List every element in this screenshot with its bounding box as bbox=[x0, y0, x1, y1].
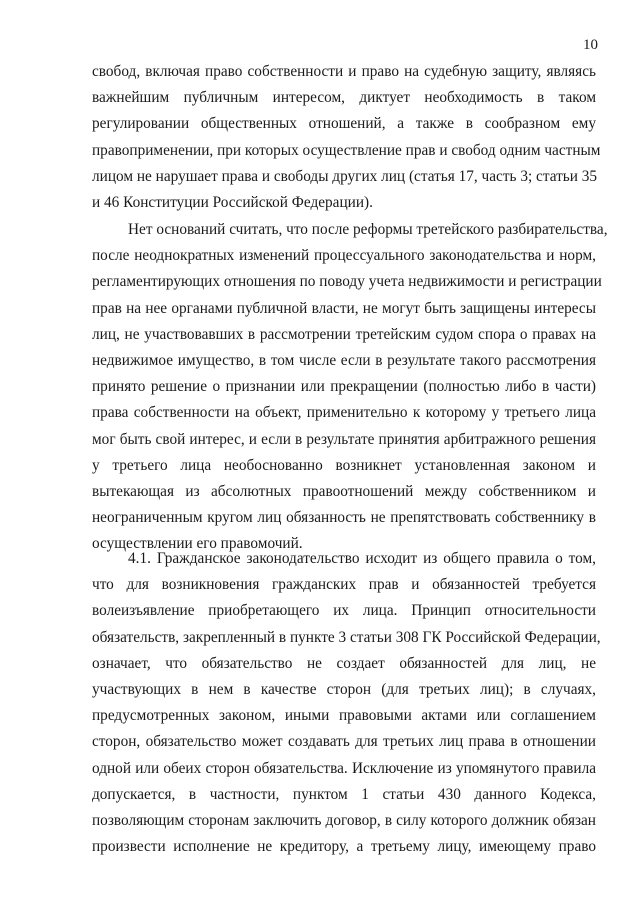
text-line: позволяющим сторонам заключить договор, в силу которого должник обязан bbox=[92, 811, 596, 829]
text-line: принято решение о признании или прекращении (полностью либо в части) bbox=[92, 378, 596, 396]
text-line: регулировании общественных отношений, а также в сообразном ему bbox=[92, 115, 596, 133]
text-line: недвижимое имущество, в том числе если в результате такого рассмотрения bbox=[92, 351, 596, 369]
text-line: и 46 Конституции Российской Федерации). bbox=[92, 193, 373, 211]
text-line: после неоднократных изменений процессуального законодательства и норм, bbox=[92, 247, 596, 265]
text-line: 4.1. Гражданское законодательство исходит из общего правила о том, bbox=[128, 550, 596, 567]
text-line: одной или обеих сторон обязательства. Исключение из упомянутого правила bbox=[92, 759, 596, 777]
text-line: означает, что обязательство не создает обязанностей для лиц, не bbox=[92, 654, 596, 672]
text-line: допускается, в частности, пунктом 1 статьи 430 данного Кодекса, bbox=[92, 785, 596, 803]
text-line: лиц, не участвовавших в рассмотрении третейским судом спора о правах на bbox=[92, 325, 596, 343]
text-line: регламентирующих отношения по поводу учета недвижимости и регистрации bbox=[92, 273, 602, 291]
text-line: что для возникновения гражданских прав и обязанностей требуется bbox=[92, 576, 596, 594]
text-line: важнейшим публичным интересом, диктует необходимость в таком bbox=[92, 89, 596, 107]
text-line: у третьего лица необоснованно возникнет установленная законом и bbox=[92, 456, 596, 474]
paragraph-1 bbox=[92, 59, 601, 216]
text-line: волеизъявление приобретающего их лица. Принцип относительности bbox=[92, 602, 596, 620]
text-line: обязательств, закрепленный в пункте 3 статьи 308 ГК Российской Федерации, bbox=[92, 628, 601, 646]
text-line: вытекающая из абсолютных правоотношений между собственником и bbox=[92, 482, 596, 500]
text-line: мог быть свой интерес, и если в результате принятия арбитражного решения bbox=[92, 430, 596, 448]
text-line: произвести исполнение не кредитору, а третьему лицу, имеющему право bbox=[92, 838, 596, 856]
text-line: правоприменении, при которых осуществление прав и свобод одним частным bbox=[92, 141, 601, 159]
text-line: прав на нее органами публичной власти, не могут быть защищены интересы bbox=[92, 299, 596, 317]
text-line: права собственности на объект, применительно к которому у третьего лица bbox=[92, 404, 596, 422]
paragraph-3 bbox=[92, 546, 601, 860]
text-line: предусмотренных законом, иными правовыми актами или соглашением bbox=[92, 707, 596, 725]
text-line: сторон, обязательство может создавать для третьих лиц права в отношении bbox=[92, 733, 596, 751]
page-number: 10 bbox=[583, 37, 598, 53]
text-line: Нет оснований считать, что после реформы третейского разбирательства, bbox=[128, 221, 608, 238]
text-line: неограниченным кругом лиц обязанность не препятствовать собственнику в bbox=[92, 509, 596, 527]
text-line: участвующих в нем в качестве сторон (для третьих лиц); в случаях, bbox=[92, 680, 596, 698]
paragraph-2 bbox=[92, 217, 608, 557]
text-line: свобод, включая право собственности и право на судебную защиту, являясь bbox=[92, 63, 596, 80]
text-line: лицом не нарушает права и свободы других лиц (статья 17, часть 3; статьи 35 bbox=[92, 167, 598, 185]
text-line: осуществлении его правомочий. bbox=[92, 535, 303, 553]
